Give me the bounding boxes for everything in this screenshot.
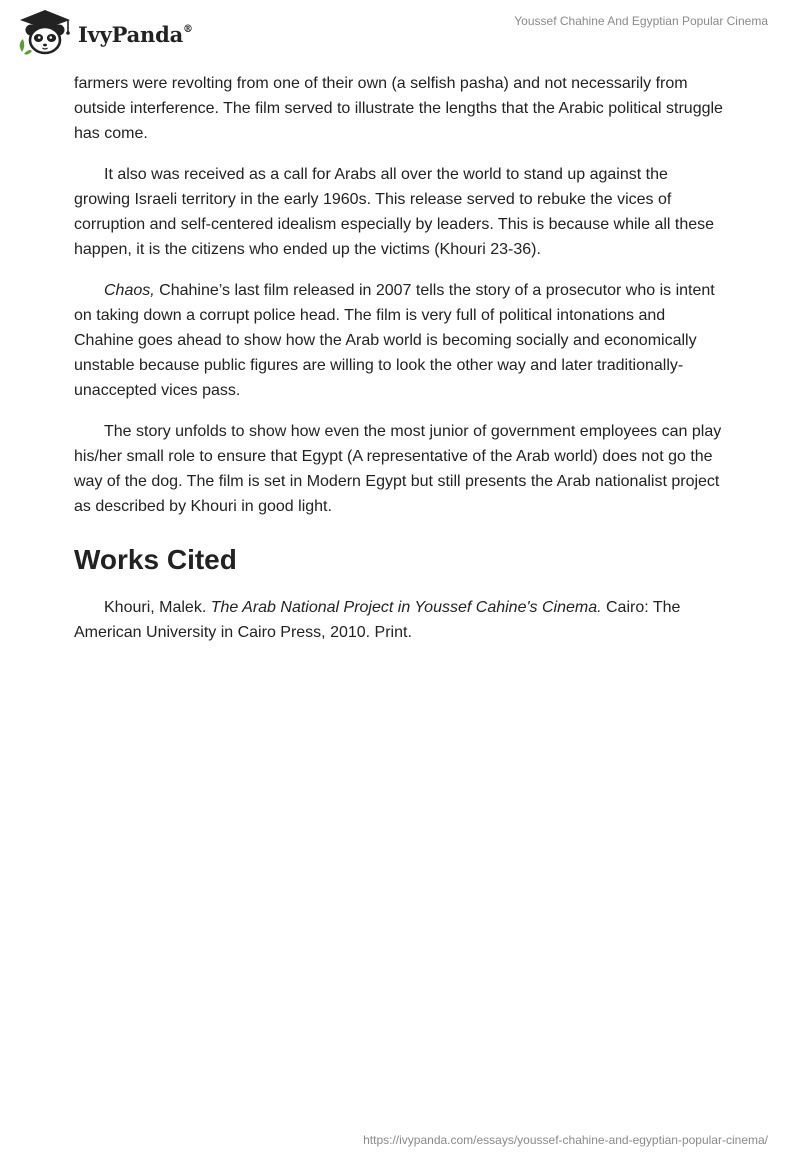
panda-graduate-icon [16,8,74,58]
ivypanda-logo[interactable] [16,8,193,58]
essay-content [74,71,726,661]
paragraph-3-text: Chahine’s last film released in 2007 tells the story of a prosecutor who is intent on taking down a corrupt police head. The film is very full of political intonations and Chahine goes ahead to show how the Arab world is becoming socially and economically unstable because public figures are willing to look the other way and later traditionally-unaccepted vices pass. [74,282,715,399]
film-title-chaos: Chaos, [104,282,155,299]
paragraph-2: It also was received as a call for Arabs all over the world to stand up against the growing Israeli territory in the early 1960s. This release served to rebuke the vices of corruption and self-centered idealism especially by leaders. This is because while all these happen, it is the citizens who ended up the victims (Khouri 23-36). [74,166,715,258]
works-cited-entry [74,595,726,645]
brand-name: IvyPanda® [78,21,193,47]
registered-mark: ® [183,23,193,35]
paragraph-3 [74,278,726,403]
citation-publisher: Cairo: The American University in Cairo Press, 2010. Print. [74,599,681,641]
document-title: Youssef Chahine And Egyptian Popular Cinema [514,14,768,28]
page-header [0,0,800,64]
citation-title: The Arab National Project in Youssef Cahine's Cinema. [210,599,602,616]
paragraph-4: The story unfolds to show how even the most junior of government employees can play his/her small role to ensure that Egypt (A representative of the Arab world) does not go the way of the dog. The film is set in Modern Egypt but still presents the Arab nationalist project as described by Khouri in good light. [74,423,722,515]
footer-url-link[interactable]: https://ivypanda.com/essays/youssef-chahine-and-egyptian-popular-cinema/ [363,1133,768,1147]
paragraph-1: farmers were revolting from one of their own (a selfish pasha) and not necessarily from outside interference. The film served to illustrate the lengths that the Arabic political struggle has come. [74,75,723,142]
works-cited-heading: Works Cited [74,544,237,575]
citation-author: Khouri, Malek. [104,599,211,616]
